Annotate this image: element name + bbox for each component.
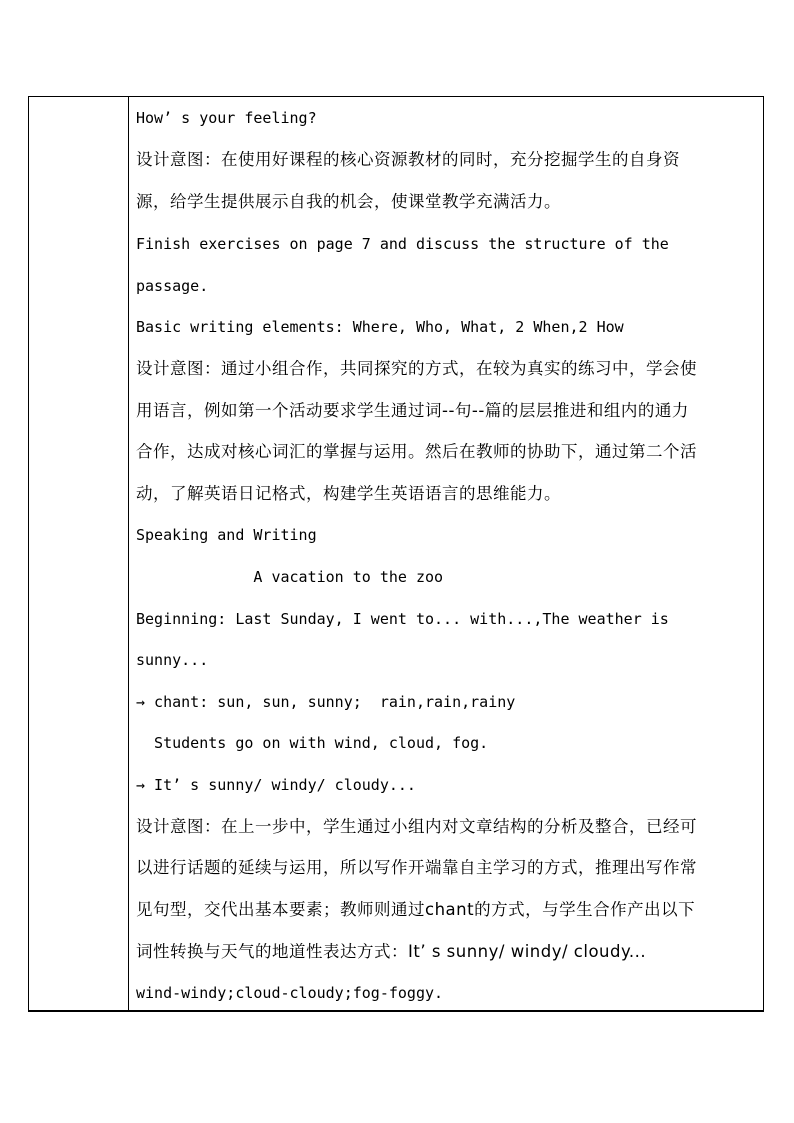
lesson-plan-table — [28, 96, 764, 1012]
text-line-12: A vacation to the zoo — [136, 568, 444, 586]
text-line-6: Basic writing elements: Where, Who, What, 2 When,2 How — [136, 318, 624, 336]
text-line-22: wind-windy;cloud-cloudy;fog-foggy. — [136, 984, 444, 1002]
text-line-7: 设计意图：通过小组合作，共同探究的方式，在较为真实的练习中，学会使 — [136, 359, 697, 378]
left-column-cell — [29, 97, 129, 1010]
text-line-17: → It’ s sunny/ windy/ cloudy... — [136, 776, 416, 794]
text-line-14: sunny... — [136, 651, 209, 669]
text-line-21: 词性转换与天气的地道性表达方式：It’ s sunny/ windy/ cloudy... — [136, 942, 647, 961]
text-line-1: How’ s your feeling? — [136, 109, 317, 127]
text-line-19: 以进行话题的延续与运用，所以写作开端靠自主学习的方式，推理出写作常 — [136, 858, 697, 877]
text-line-16: Students go on with wind, cloud, fog. — [136, 734, 489, 752]
text-line-10: 动，了解英语日记格式，构建学生英语语言的思维能力。 — [136, 484, 561, 503]
text-line-2: 设计意图：在使用好课程的核心资源教材的同时，充分挖掘学生的自身资 — [136, 150, 680, 169]
text-line-5: passage. — [136, 277, 209, 295]
text-line-13: Beginning: Last Sunday, I went to... with...,The weather is — [136, 610, 669, 628]
text-line-18: 设计意图：在上一步中，学生通过小组内对文章结构的分析及整合，已经可 — [136, 817, 697, 836]
text-line-9: 合作，达成对核心词汇的掌握与运用。然后在教师的协助下，通过第二个活 — [136, 442, 697, 461]
text-line-3: 源，给学生提供展示自我的机会，使课堂教学充满活力。 — [136, 192, 561, 211]
text-line-20: 见句型，交代出基本要素；教师则通过chant的方式，与学生合作产出以下 — [136, 900, 696, 919]
text-line-11: Speaking and Writing — [136, 526, 317, 544]
text-line-4: Finish exercises on page 7 and discuss the structure of the — [136, 235, 669, 253]
text-line-8: 用语言，例如第一个活动要求学生通过词--句--篇的层层推进和组内的通力 — [136, 401, 689, 420]
right-column-cell — [129, 97, 763, 1010]
text-line-15: → chant: sun, sun, sunny; rain,rain,rainy — [136, 693, 516, 711]
